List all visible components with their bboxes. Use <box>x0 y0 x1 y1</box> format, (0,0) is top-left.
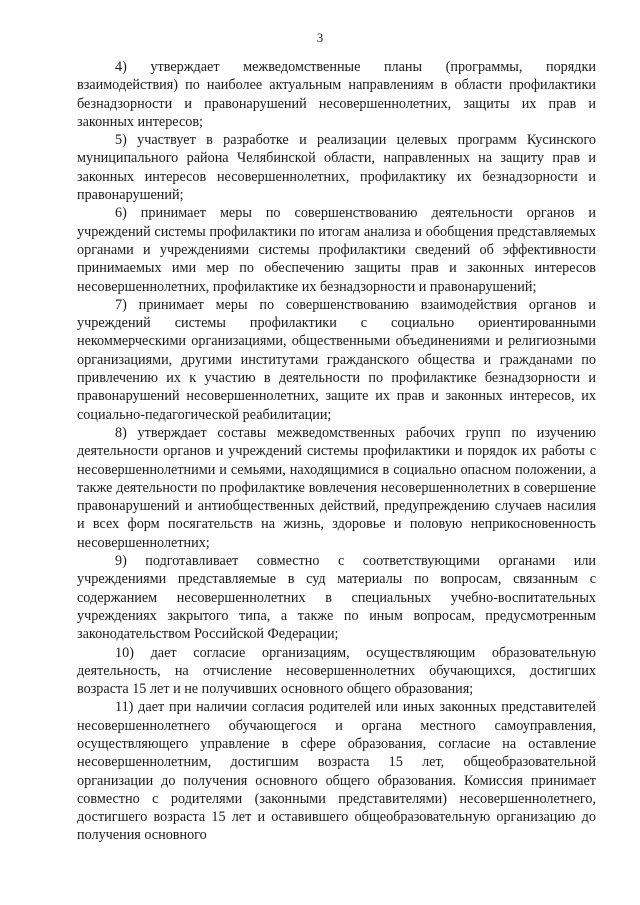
document-body <box>77 58 596 845</box>
paragraph-item-8: 8) утверждает составы межведомственных рабочих групп по изучению деятельности органов и учреждений системы профилактики и порядок их работы с несовершеннолетними и семьями, находящимися в социально опасном положении, а также деятельности по профилактике вовлечения несовершеннолетних в совершение правонарушений и антиобщественных действий, предупреждению случаев насилия и всех форм посягательств на жизнь, здоровье и половую неприкосновенность несовершеннолетних; <box>77 424 596 551</box>
paragraph-item-6: 6) принимает меры по совершенствованию деятельности органов и учреждений системы профилактики по итогам анализа и обобщения представляемых органами и учреждениями системы профилактики сведений об эффективности принимаемых ими мер по обеспечению защиты прав и законных интересов несовершеннолетних, профилактике их безнадзорности и правонарушений; <box>77 205 596 295</box>
paragraph-item-7: 7) принимает меры по совершенствованию взаимодействия органов и учреждений системы профилактики с социально ориентированными некоммерческими организациями, общественными объединениями и религиозными организациями, другими институтами гражданского общества и гражданами по привлечению их к участию в деятельности по профилактике безнадзорности и правонарушений несовершеннолетних, защите их прав и законных интересов, их социально-педагогической реабилитации; <box>77 296 596 423</box>
paragraph-item-5: 5) участвует в разработке и реализации целевых программ Кусинского муниципального района Челябинской области, направленных на защиту прав и законных интересов несовершеннолетних, профилактику их безнадзорности и правонарушений; <box>77 132 596 204</box>
paragraph-item-11: 11) дает при наличии согласия родителей или иных законных представителей несовершеннолетнего обучающегося и органа местного самоуправления, осуществляющего управление в сфере образования, согласие на оставление несовершеннолетним, достигшим возраста 15 лет, общеобразовательной организации до получения основного общего образования. Комиссия принимает совместно с родителями (законными представителями) несовершеннолетнего, достигшего возраста 15 лет и оставившего общеобразовательную организацию до получения основного <box>77 699 596 844</box>
paragraph-item-10: 10) дает согласие организациям, осуществляющим образовательную деятельность, на отчисление несовершеннолетних обучающихся, достигших возраста 15 лет и не получивших основного общего образования; <box>77 644 596 698</box>
paragraph-item-9: 9) подготавливает совместно с соответствующими органами или учреждениями представляемые в суд материалы по вопросам, связанным с содержанием несовершеннолетних в специальных учебно-воспитательных учреждениях закрытого типа, а также по иным вопросам, предусмотренным законодательством Российской Федерации; <box>77 553 596 643</box>
page-number: 3 <box>316 30 324 45</box>
paragraph-item-4: 4) утверждает межведомственные планы (программы, порядки взаимодействия) по наиболее актуальным направлениям в области профилактики безнадзорности и правонарушений несовершеннолетних, защиты их прав и законных интересов; <box>77 59 596 130</box>
